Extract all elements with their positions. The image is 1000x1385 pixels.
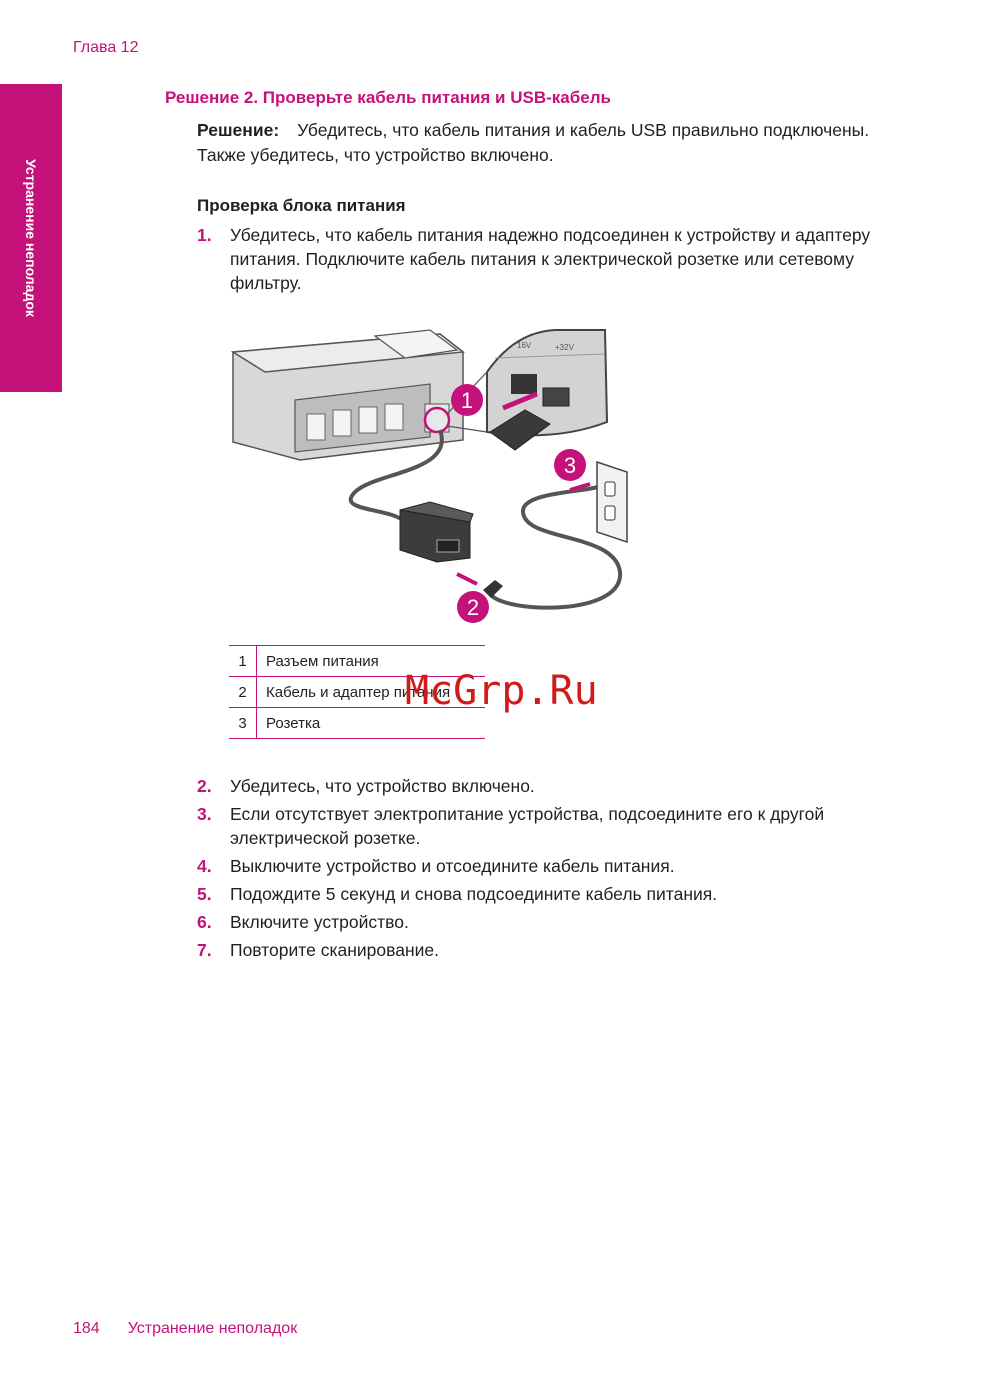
legend-text: Розетка — [257, 708, 486, 739]
callout-3 — [554, 449, 586, 481]
step-text: Повторите сканирование. — [230, 940, 439, 960]
callout-2 — [457, 591, 489, 623]
printer-illustration — [233, 330, 463, 460]
step-number: 1. — [197, 225, 212, 245]
legend-num: 2 — [229, 677, 257, 708]
step-text: Убедитесь, что устройство включено. — [230, 776, 535, 796]
legend-num: 3 — [229, 708, 257, 739]
page-footer — [73, 1320, 297, 1338]
step-text: Включите устройство. — [230, 912, 409, 932]
procedure-heading: Проверка блока питания — [197, 196, 406, 215]
legend-text: Разъем питания — [257, 646, 486, 677]
step-item — [197, 854, 917, 878]
step-item — [197, 802, 917, 850]
solution-label: Решение: — [197, 120, 280, 140]
step-number: 5. — [197, 884, 212, 904]
step-item — [197, 774, 917, 798]
solution-text: Убедитесь, что кабель питания и кабель USB правильно подключены. Также убедитесь, что устройство включено. — [197, 120, 870, 165]
section-title: Решение 2. Проверьте кабель питания и USB-кабель — [165, 88, 611, 107]
page-number: 184 — [73, 1320, 100, 1337]
steps-list-second — [197, 774, 917, 966]
watermark: McGrp.Ru — [405, 668, 598, 714]
port-label-32v: +32V — [555, 343, 574, 352]
step-number: 6. — [197, 912, 212, 932]
solution-paragraph — [197, 118, 897, 168]
step-number: 7. — [197, 940, 212, 960]
step-text: Подождите 5 секунд и снова подсоедините кабель питания. — [230, 884, 718, 904]
callout-1-label: 1 — [460, 388, 474, 413]
callout-1 — [451, 384, 483, 416]
step-number: 3. — [197, 804, 212, 824]
power-adapter — [400, 502, 473, 562]
step-text: Выключите устройство и отсоедините кабель питания. — [230, 856, 675, 876]
legend-num: 1 — [229, 646, 257, 677]
step-item — [197, 223, 917, 295]
step-text: Если отсутствует электропитание устройства, подсоедините его к другой электрической розетке. — [230, 804, 825, 848]
power-connection-illustration — [225, 322, 645, 632]
step-item — [197, 882, 917, 906]
step-number: 2. — [197, 776, 212, 796]
callout-2-label: 2 — [466, 595, 480, 620]
step-number: 4. — [197, 856, 212, 876]
callout-3-label: 3 — [563, 453, 577, 478]
step-item — [197, 938, 917, 962]
footer-title: Устранение неполадок — [127, 1320, 298, 1337]
legend-text: Кабель и адаптер питания — [257, 677, 486, 708]
chapter-header: Глава 12 — [73, 39, 139, 56]
steps-list-first — [197, 223, 917, 295]
port-label-16v: 16V — [517, 341, 532, 350]
side-tab-label: Устранение неполадок — [23, 159, 39, 317]
step-text: Убедитесь, что кабель питания надежно подсоединен к устройству и адаптеру питания. Подключите кабель питания к электрической розетке или сетевому фильтру. — [230, 225, 871, 293]
side-tab — [0, 84, 62, 392]
step-item — [197, 910, 917, 934]
